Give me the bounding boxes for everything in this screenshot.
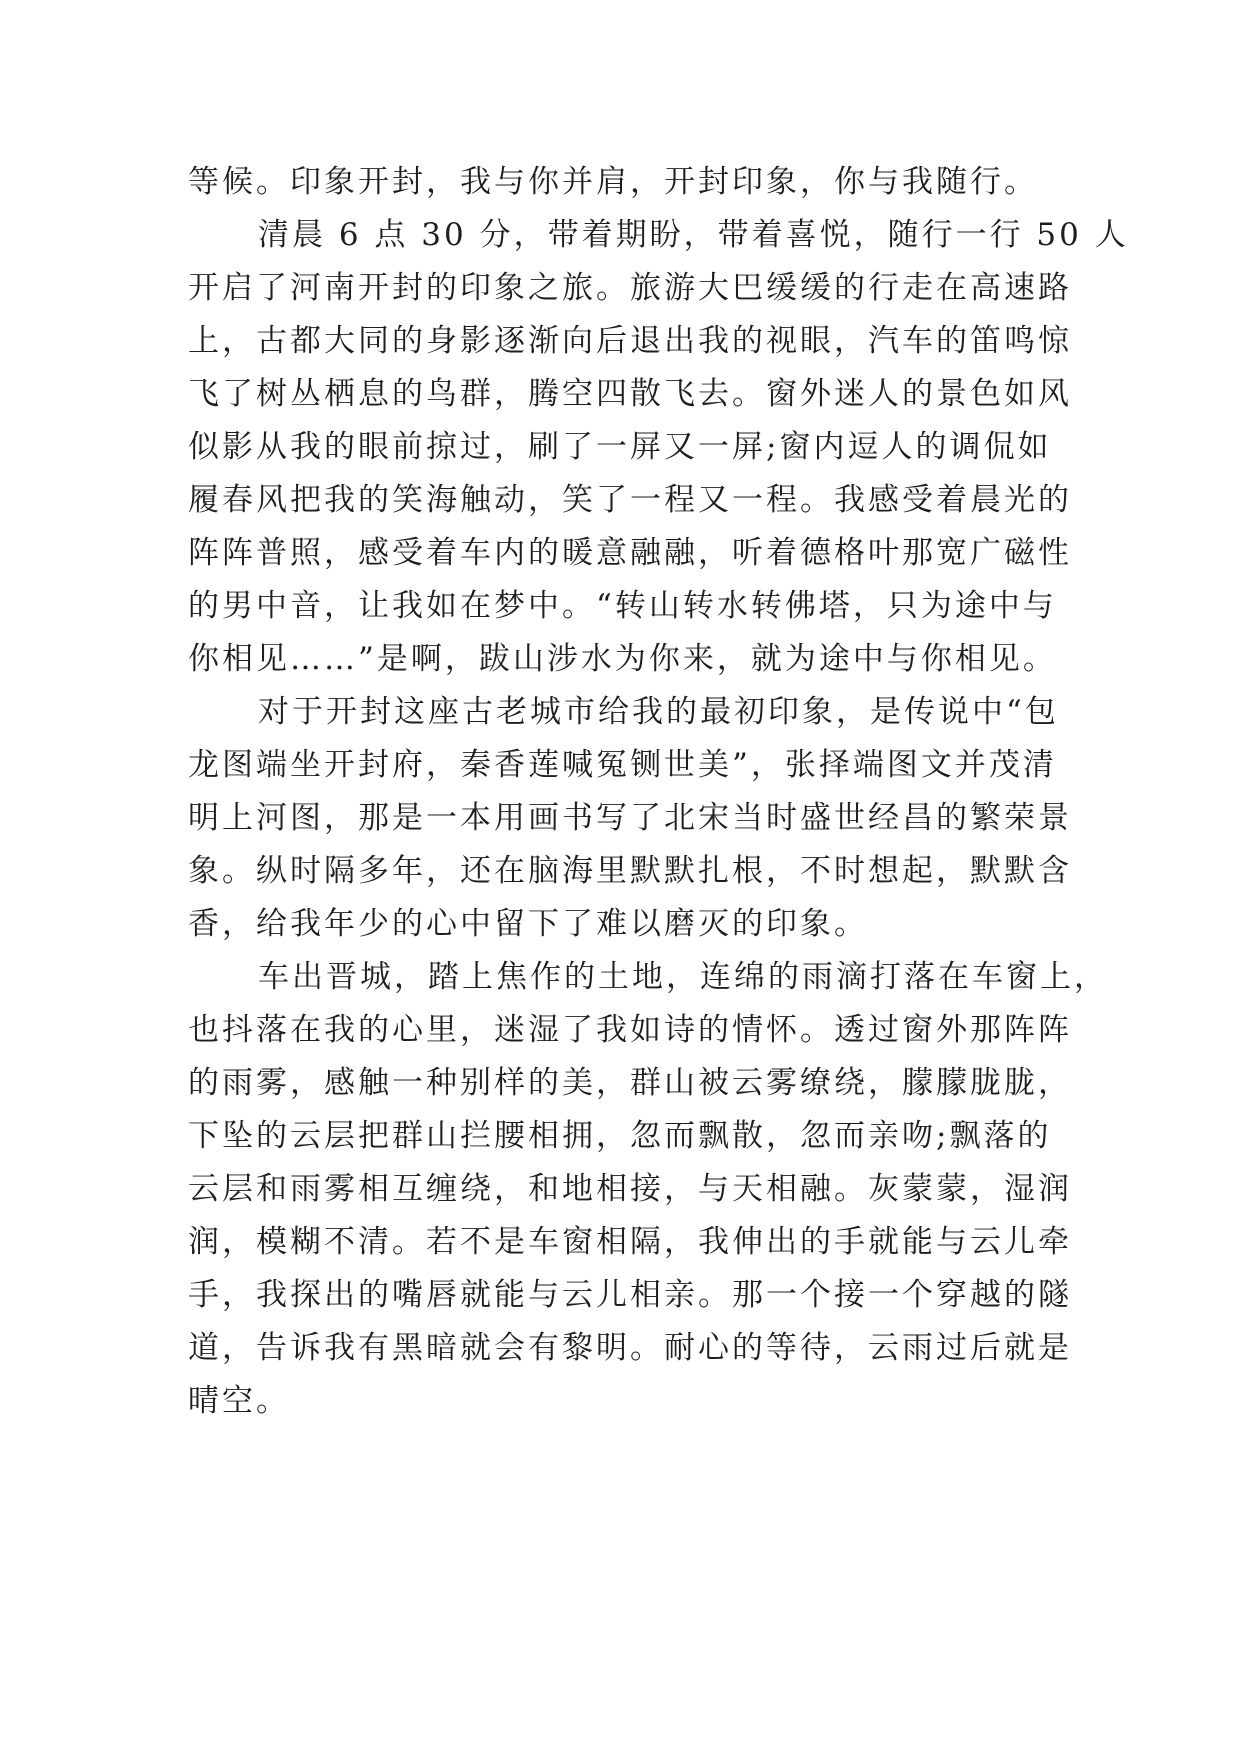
- text-line: 道，告诉我有黑暗就会有黎明。耐心的等待，云雨过后就是: [188, 1330, 1072, 1366]
- text-line: 润，模糊不清。若不是车窗相隔，我伸出的手就能与云儿牵: [188, 1224, 1072, 1260]
- paragraph: [188, 951, 1108, 1428]
- text-line: 的男中音，让我如在梦中。“转山转水转佛塔，只为途中与: [188, 588, 1057, 624]
- text-line: 香，给我年少的心中留下了难以磨灭的印象。: [188, 906, 868, 942]
- text-line: 下坠的云层把群山拦腰相拥，忽而飘散，忽而亲吻;飘落的: [188, 1118, 1052, 1154]
- text-line: 阵阵普照，感受着车内的暖意融融，听着德格叶那宽广磁性: [188, 535, 1072, 571]
- text-line: 对于开封这座古老城市给我的最初印象，是传说中“包: [258, 694, 1059, 730]
- text-line: 车出晋城，踏上焦作的土地，连绵的雨滴打落在车窗上，: [258, 959, 1108, 995]
- text-line: 清晨 6 点 30 分，带着期盼，带着喜悦，随行一行 50 人: [258, 217, 1129, 253]
- paragraph: [188, 156, 1078, 209]
- text-line: 云层和雨雾相互缠绕，和地相接，与天相融。灰蒙蒙，湿润: [188, 1171, 1072, 1207]
- text-line: 晴空。: [188, 1383, 290, 1419]
- text-line: 象。纵时隔多年，还在脑海里默默扎根，不时想起，默默含: [188, 853, 1072, 889]
- text-line: 明上河图，那是一本用画书写了北宋当时盛世经昌的繁荣景: [188, 800, 1072, 836]
- paragraph: [188, 686, 1078, 951]
- text-line: 的雨雾，感触一种别样的美，群山被云雾缭绕，朦朦胧胧，: [188, 1065, 1072, 1101]
- text-line: 飞了树丛栖息的鸟群，腾空四散飞去。窗外迷人的景色如风: [188, 376, 1072, 412]
- text-line: 手，我探出的嘴唇就能与云儿相亲。那一个接一个穿越的隧: [188, 1277, 1072, 1313]
- text-line: 似影从我的眼前掠过，刷了一屏又一屏;窗内逗人的调侃如: [188, 429, 1052, 465]
- body-text: [188, 156, 1129, 1428]
- text-line: 也抖落在我的心里，迷湿了我如诗的情怀。透过窗外那阵阵: [188, 1012, 1072, 1048]
- text-line: 履春风把我的笑海触动，笑了一程又一程。我感受着晨光的: [188, 482, 1072, 518]
- text-line: 等候。印象开封，我与你并肩，开封印象，你与我随行。: [188, 164, 1038, 200]
- text-line: 上，古都大同的身影逐渐向后退出我的视眼，汽车的笛鸣惊: [188, 323, 1072, 359]
- text-line: 龙图端坐开封府，秦香莲喊冤铡世美”，张择端图文并茂清: [188, 747, 1057, 783]
- paragraph: [188, 209, 1129, 686]
- text-line: 你相见……”是啊，跋山涉水为你来，就为途中与你相见。: [188, 641, 1057, 677]
- text-line: 开启了河南开封的印象之旅。旅游大巴缓缓的行走在高速路: [188, 270, 1072, 306]
